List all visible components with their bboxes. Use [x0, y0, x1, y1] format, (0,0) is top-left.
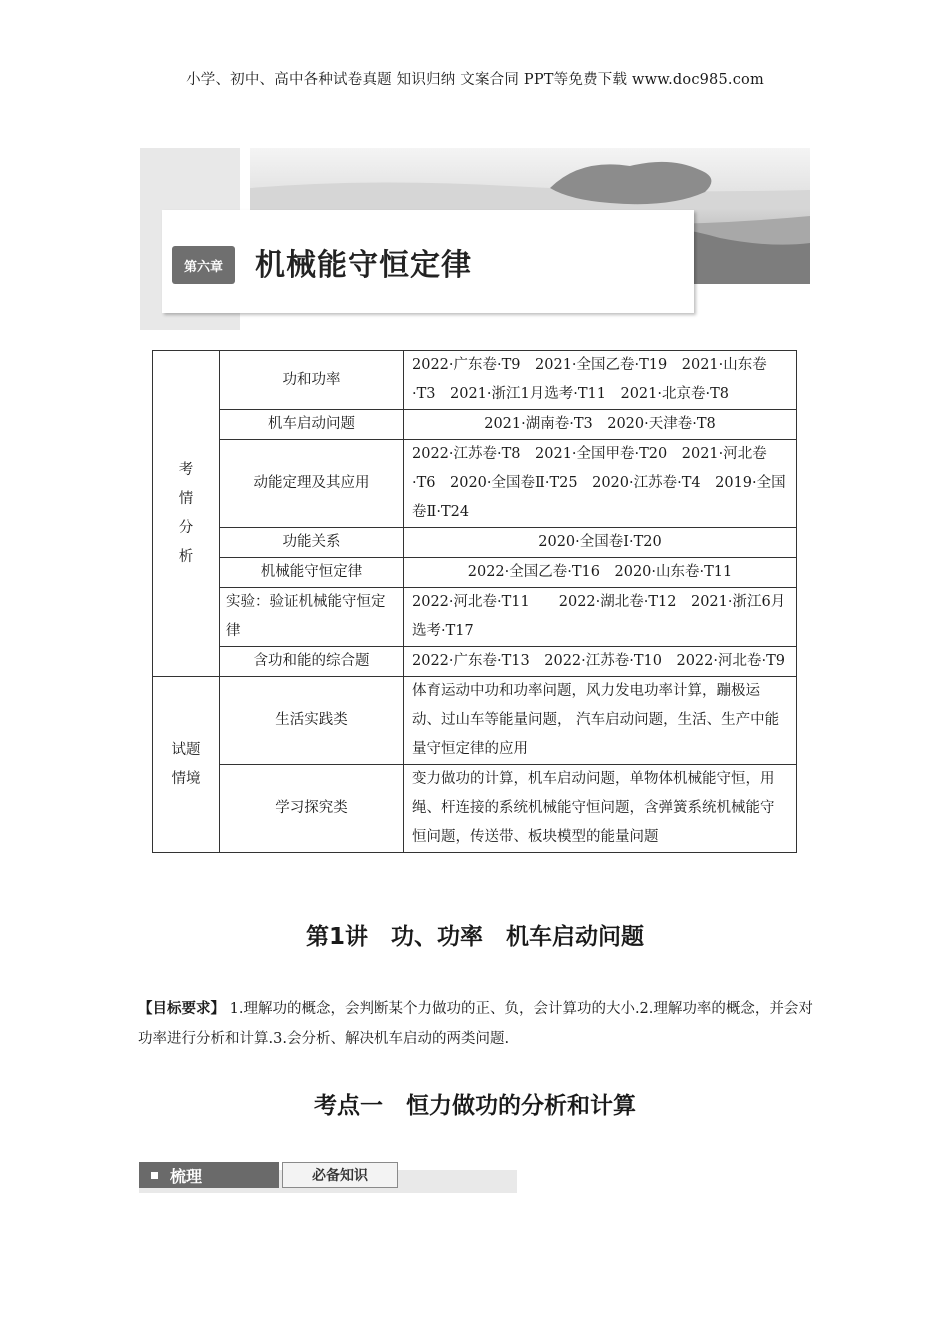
category-cell-exam-analysis — [153, 351, 220, 677]
section-tab-review — [139, 1162, 279, 1188]
category-char: 情 — [178, 490, 194, 507]
table-row — [153, 765, 797, 853]
category-char: 分 — [178, 519, 194, 536]
table-row — [153, 351, 797, 410]
table-row — [153, 410, 797, 440]
objectives-text: 1.理解功的概念，会判断某个力做功的正、负，会计算功的大小.2.理解功率的概念，并会对功率进行分析和计算.3.会分析、解决机车启动的两类问题. — [138, 1001, 813, 1047]
source-cell: 2022·全国乙卷·T16 2020·山东卷·T11 — [404, 558, 797, 588]
topic-cell: 机车启动问题 — [220, 410, 404, 440]
source-cell: 体育运动中功和功率问题，风力发电功率计算，蹦极运动、过山车等能量问题， 汽车启动问题，生活、生产中能量守恒定律的应用 — [404, 677, 797, 765]
table-row — [153, 440, 797, 528]
category-cell-test-context — [153, 677, 220, 853]
chapter-title: 机械能守恒定律 — [255, 248, 472, 283]
topic-cell: 功和功率 — [220, 351, 404, 410]
square-bullet-icon — [151, 1172, 158, 1179]
source-cell: 2021·湖南卷·T3 2020·天津卷·T8 — [404, 410, 797, 440]
page-header: 小学、初中、高中各种试卷真题 知识归纳 文案合同 PPT等免费下载 www.doc985.com — [186, 72, 764, 88]
source-cell: 2022·江苏卷·T8 2021·全国甲卷·T20 2021·河北卷·T6 2020·全国卷Ⅱ·T25 2020·江苏卷·T4 2019·全国卷Ⅱ·T24 — [404, 440, 797, 528]
table-row — [153, 647, 797, 677]
category-char: 析 — [178, 548, 194, 565]
source-cell: 2022·广东卷·T9 2021·全国乙卷·T19 2021·山东卷·T3 2021·浙江1月选考·T11 2021·北京卷·T8 — [404, 351, 797, 410]
objectives-paragraph — [138, 994, 818, 1054]
topic-cell: 动能定理及其应用 — [220, 440, 404, 528]
category-char: 考 — [178, 461, 194, 478]
topic-cell: 实验：验证机械能守恒定律 — [220, 588, 404, 647]
source-cell: 2022·河北卷·T11 2022·湖北卷·T12 2021·浙江6月选考·T17 — [404, 588, 797, 647]
category-char: 试题 — [171, 741, 201, 758]
source-cell: 变力做功的计算，机车启动问题，单物体机械能守恒，用绳、杆连接的系统机械能守恒问题，含弹簧系统机械能守恒问题，传送带、板块模型的能量问题 — [404, 765, 797, 853]
topic-cell: 含功和能的综合题 — [220, 647, 404, 677]
chapter-badge: 第六章 — [172, 246, 235, 284]
source-cell: 2022·广东卷·T13 2022·江苏卷·T10 2022·河北卷·T9 — [404, 647, 797, 677]
point-title: 考点一 恒力做功的分析和计算 — [314, 1093, 636, 1119]
section-bar — [139, 1160, 517, 1193]
topic-cell: 功能关系 — [220, 528, 404, 558]
table-row — [153, 528, 797, 558]
topic-cell: 生活实践类 — [220, 677, 404, 765]
chapter-banner — [140, 148, 810, 330]
section-tab-review-label: 梳理 — [170, 1166, 203, 1186]
source-cell: 2020·全国卷Ⅰ·T20 — [404, 528, 797, 558]
objectives-label: 【目标要求】 — [138, 1001, 225, 1017]
table-row — [153, 558, 797, 588]
exam-analysis-table — [152, 350, 797, 853]
table-row — [153, 677, 797, 765]
lesson-title: 第1讲 功、功率 机车启动问题 — [305, 924, 644, 950]
topic-cell: 学习探究类 — [220, 765, 404, 853]
table-row — [153, 588, 797, 647]
section-tab-essential-knowledge: 必备知识 — [282, 1162, 398, 1188]
category-char: 情境 — [171, 770, 201, 787]
topic-cell: 机械能守恒定律 — [220, 558, 404, 588]
